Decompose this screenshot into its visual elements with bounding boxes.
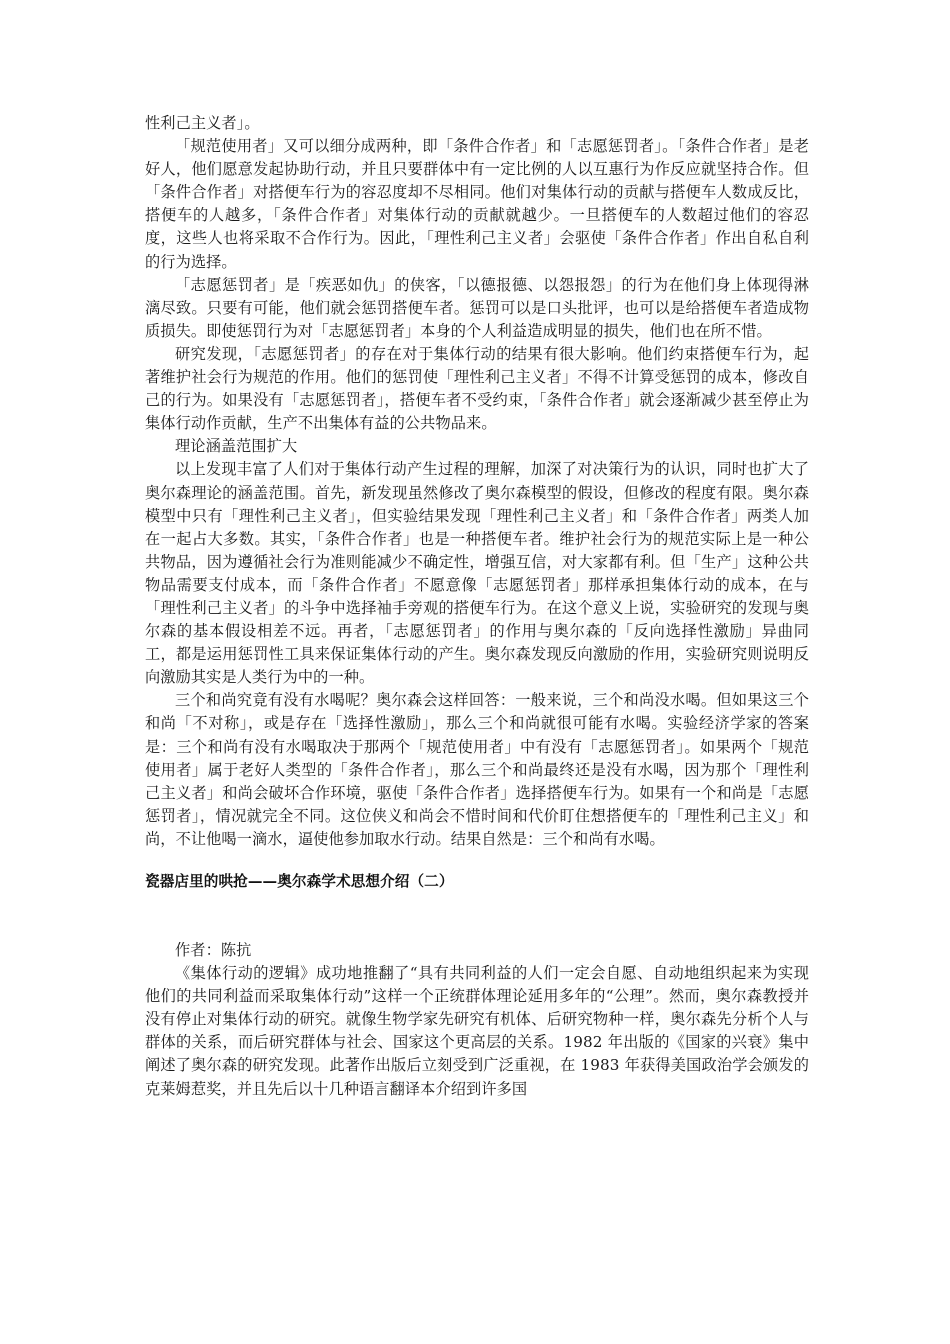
paragraph-collective-action-intro: 《集体行动的逻辑》成功地推翻了“具有共同利益的人们一定会自愿、自动地组织起来为实现他们的共同利益而采取集体行动”这样一个正统群体理论延用多年的“公理”。然而，奥尔森教授并没有停止对集体行动的研究。就像生物学家先研究有机体、后研究物种一样，奥尔森先分析个人与群体的关系，而后研究群体与社会、国家这个更高层的关系。1982 年出版的《国家的兴衰》集中阐述了奥尔森的研究发现。此著作出版后立刻受到广泛重视，在 1983 年获得美国政治学会颁发的克莱姆惹奖，并且先后以十几种语言翻译本介绍到许多国 — [145, 964, 809, 1098]
author-line: 作者：陈抗 — [175, 941, 252, 959]
paragraph-three-monks: 三个和尚究竟有没有水喝呢？奥尔森会这样回答：一般来说，三个和尚没水喝。但如果这三个和尚「不对称」，或是存在「选择性激励」，那么三个和尚就很可能有水喝。实验经济学家的答案是：三个和尚有没有水喝取决于那两个「规范使用者」中有没有「志愿惩罚者」。如果两个「规范使用者」属于老好人类型的「条件合作者」，那么三个和尚最终还是没有水喝，因为那个「理性利己主义者」和尚会破坏合作环境，驱使「条件合作者」选择搭便车行为。如果有一个和尚是「志愿惩罚者」，情况就完全不同。这位侠义和尚会不惜时间和代价盯住想搭便车的「理性利己主义」和尚，不让他喝一滴水，逼使他参加取水行动。结果自然是：三个和尚有水喝。 — [145, 691, 809, 848]
article-title: 瓷器店里的哄抢——奥尔森学术思想介绍（二） — [145, 873, 454, 890]
section-subheading: 理论涵盖范围扩大 — [175, 437, 298, 456]
paragraph-research-findings: 研究发现，「志愿惩罚者」的存在对于集体行动的结果有很大影响。他们约束搭便车行为，起著维护社会行为规范的作用。他们的惩罚使「理性利己主义者」不得不计算受惩罚的成本，修改自己的行为。如果没有「志愿惩罚者」，搭便车者不受约束，「条件合作者」就会逐渐减少甚至停止为集体行动作贡献，生产不出集体有益的公共物品来。 — [145, 344, 809, 433]
continuation-line: 性利己主义者」。 — [145, 114, 260, 132]
paragraph-norm-users: 「规范使用者」又可以细分成两种，即「条件合作者」和「志愿惩罚者」。「条件合作者」是老好人，他们愿意发起协助行动，并且只要群体中有一定比例的人以互惠行为作反应就坚持合作。但「条件合作者」对搭便车行为的容忍度却不尽相同。他们对集体行动的贡献与搭便车人数成反比，搭便车的人越多，「条件合作者」对集体行动的贡献就越少。一旦搭便车的人数超过他们的容忍度，这些人也将采取不合作行为。因此，「理性利己主义者」会驱使「条件合作者」作出自私自利的行为选择。 — [145, 137, 809, 271]
document-page — [145, 112, 809, 1101]
paragraph-volunteer-punishers: 「志愿惩罚者」是「疾恶如仇」的侠客，「以德报德、以怨报怨」的行为在他们身上体现得淋漓尽致。只要有可能，他们就会惩罚搭便车者。惩罚可以是口头批评，也可以是给搭便车者造成物质损失。即使惩罚行为对「志愿惩罚者」本身的个人利益造成明显的损失，他们也在所不惜。 — [145, 275, 809, 340]
paragraph-theory-scope: 以上发现丰富了人们对于集体行动产生过程的理解，加深了对决策行为的认识，同时也扩大了奥尔森理论的涵盖范围。首先，新发现虽然修改了奥尔森模型的假设，但修改的程度有限。奥尔森模型中只有「理性利己主义者」，但实验结果发现「理性利己主义者」和「条件合作者」两类人加在一起占大多数。其实，「条件合作者」也是一种搭便车者。维护社会行为的规范实际上是一种公共物品，因为遵循社会行为准则能减少不确定性，增强互信，对大家都有利。但「生产」这种公共物品需要支付成本，而「条件合作者」不愿意像「志愿惩罚者」那样承担集体行动的成本，在与「理性利己主义者」的斗争中选择袖手旁观的搭便车行为。在这个意义上说，实验研究的发现与奥尔森的基本假设相差不远。再者，「志愿惩罚者」的作用与奥尔森的「反向选择性激励」异曲同工，都是运用惩罚性工具来保证集体行动的产生。奥尔森发现反向激励的作用，实验研究则说明反向激励其实是人类行为中的一种。 — [145, 460, 809, 687]
